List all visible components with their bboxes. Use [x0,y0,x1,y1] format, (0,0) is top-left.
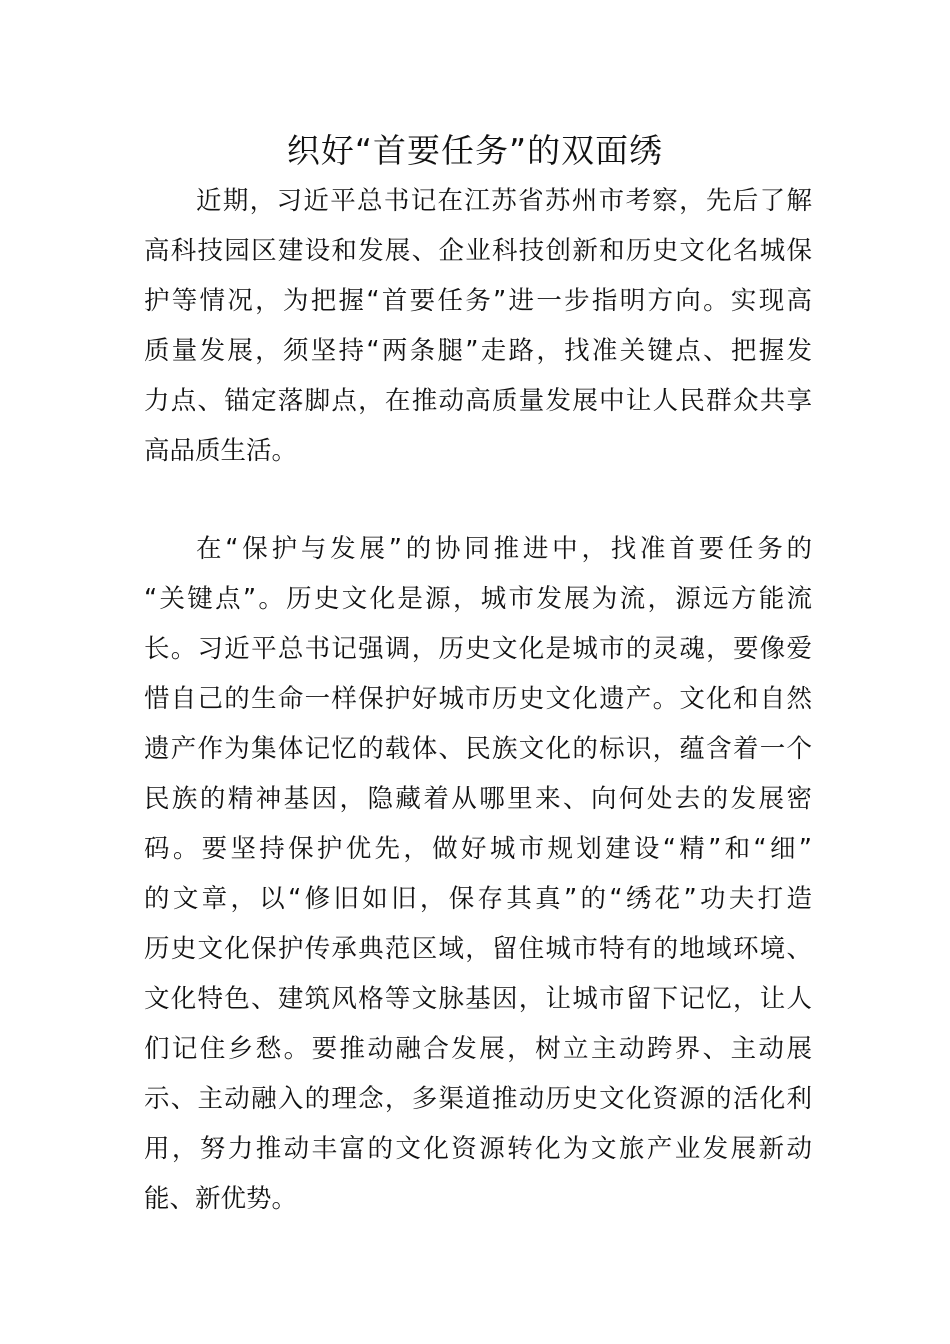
text-line: 惜自己的生命一样保护好城市历史文化遗产。文化和自然 [144,684,812,714]
text-line: 高科技园区建设和发展、企业科技创新和历史文化名城保 [144,236,812,266]
text-line: 近期，习近平总书记在江苏省苏州市考察，先后了解 [196,186,812,216]
paragraph-2 [144,524,812,1224]
text-line: 遗产作为集体记忆的载体、民族文化的标识，蕴含着一个 [144,734,812,764]
text-line: 能、新优势。 [144,1184,298,1214]
text-line: 力点、锚定落脚点，在推动高质量发展中让人民群众共享 [144,386,812,416]
text-line: 码。要坚持保护优先，做好城市规划建设“精”和“细” [144,834,812,864]
page-title: 织好“首要任务”的双面绣 [286,131,664,170]
text-line: 质量发展，须坚持“两条腿”走路，找准关键点、把握发 [144,336,812,366]
text-line: 民族的精神基因，隐藏着从哪里来、向何处去的发展密 [144,784,812,814]
text-line: 在“保护与发展”的协同推进中，找准首要任务的 [196,534,812,564]
text-line: 的文章，以“修旧如旧，保存其真”的“绣花”功夫打造 [144,884,812,914]
text-line: 历史文化保护传承典范区域，留住城市特有的地域环境、 [144,934,812,964]
text-line: “关键点”。历史文化是源，城市发展为流，源远方能流 [144,584,812,614]
text-line: 文化特色、建筑风格等文脉基因，让城市留下记忆，让人 [144,984,812,1014]
text-line: 用，努力推动丰富的文化资源转化为文旅产业发展新动 [144,1134,812,1164]
paragraph-1 [144,176,812,476]
text-line: 们记住乡愁。要推动融合发展，树立主动跨界、主动展 [144,1034,812,1064]
text-line: 高品质生活。 [144,436,298,466]
text-line: 护等情况，为把握“首要任务”进一步指明方向。实现高 [144,286,812,316]
text-line: 长。习近平总书记强调，历史文化是城市的灵魂，要像爱 [144,634,812,664]
text-line: 示、主动融入的理念，多渠道推动历史文化资源的活化利 [144,1084,812,1114]
